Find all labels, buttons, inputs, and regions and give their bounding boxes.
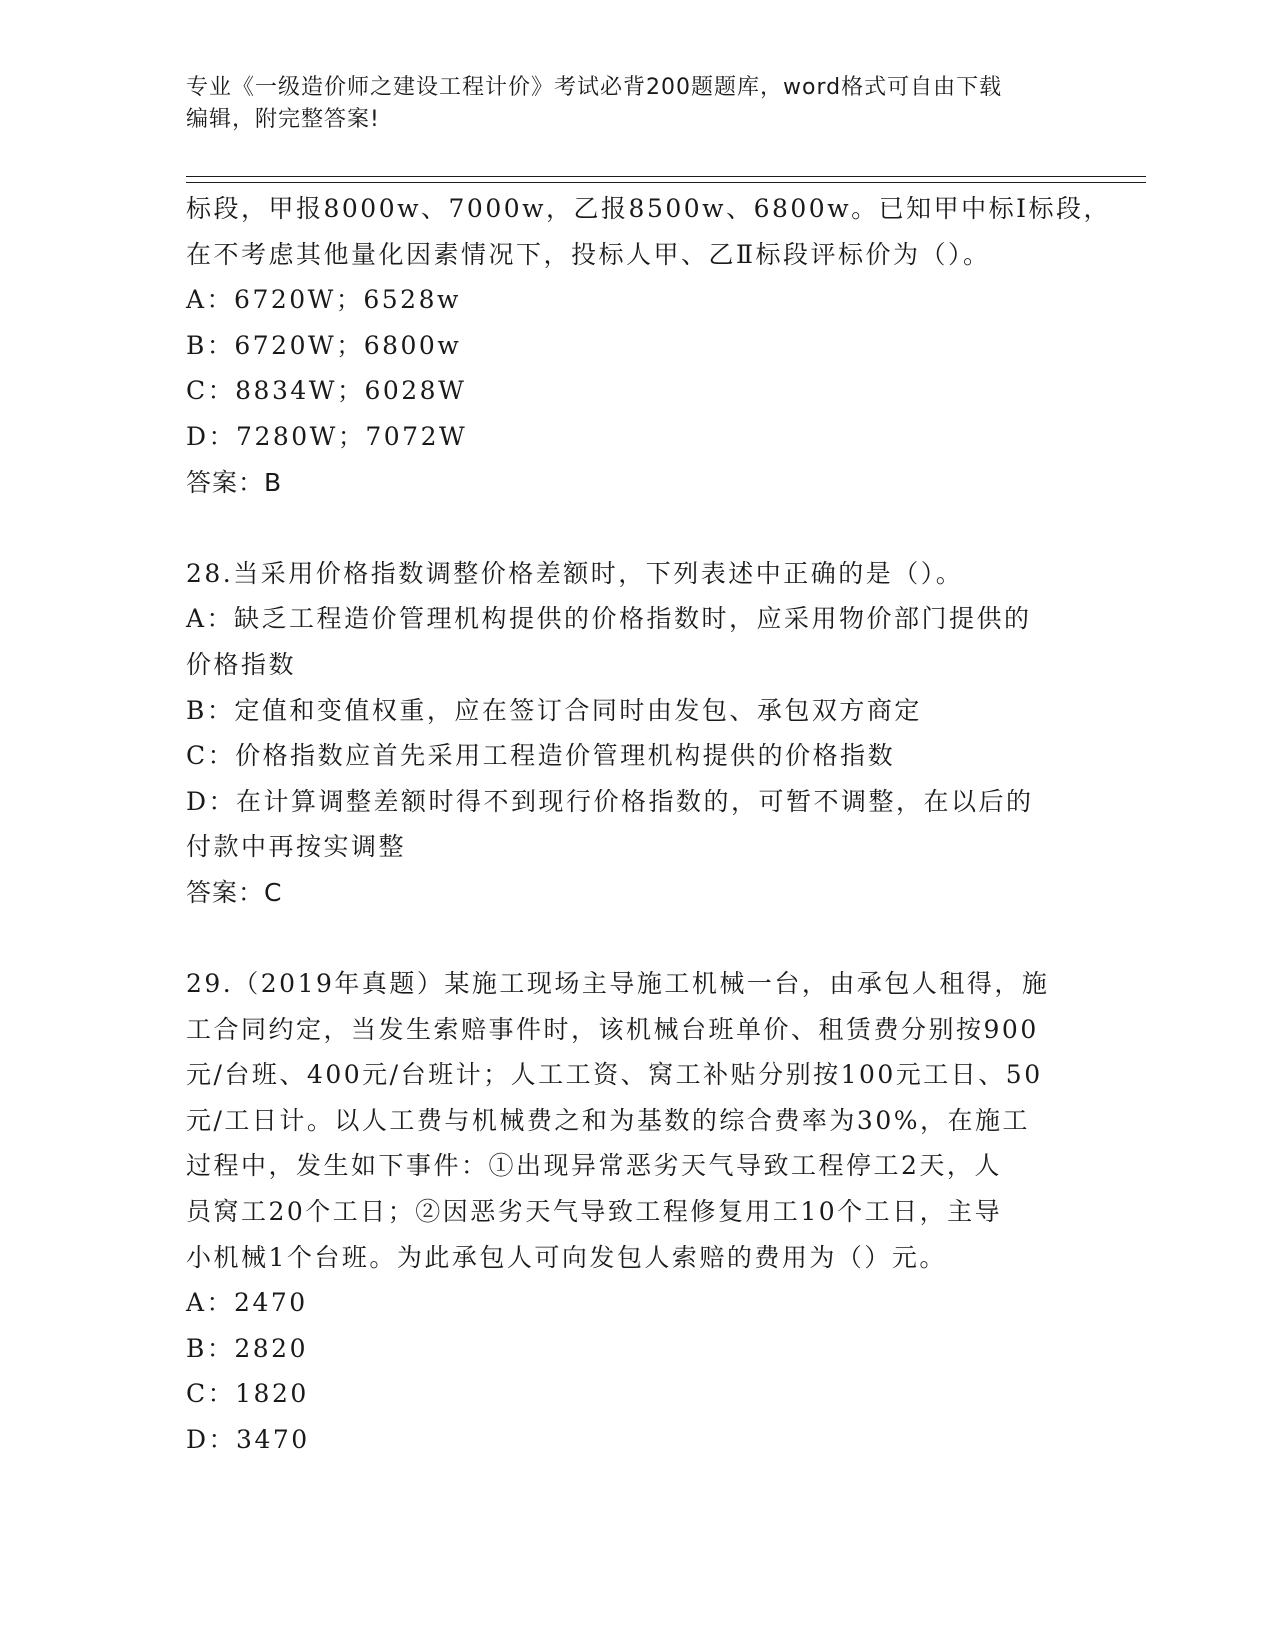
option-a: A：2470 bbox=[186, 1288, 308, 1318]
page-header bbox=[186, 72, 1086, 136]
question-stem-line: 工合同约定，当发生索赔事件时，该机械台班单价、租赁费分别按900 bbox=[186, 1014, 1039, 1044]
option-d: D：7280W；7072W bbox=[186, 421, 468, 451]
question-stem-line: 在不考虑其他量化因素情况下，投标人甲、乙Ⅱ标段评标价为（）。 bbox=[186, 239, 991, 269]
option-c: C：1820 bbox=[186, 1379, 309, 1409]
option-d: D：3470 bbox=[186, 1425, 310, 1455]
option-a-continued: 价格指数 bbox=[186, 649, 297, 679]
question-stem-line: 29.（2019年真题）某施工现场主导施工机械一台，由承包人租得，施 bbox=[186, 969, 1050, 999]
option-a: A：6720W；6528w bbox=[186, 285, 461, 315]
question-spacer bbox=[186, 916, 1086, 962]
option-b: B：定值和变值权重，应在签订合同时由发包、承包双方商定 bbox=[186, 695, 922, 725]
question-stem: 28.当采用价格指数调整价格差额时，下列表述中正确的是（）。 bbox=[186, 558, 964, 588]
answer-key: 答案：C bbox=[186, 877, 283, 907]
option-d: D：在计算调整差额时得不到现行价格指数的，可暂不调整，在以后的 bbox=[186, 786, 1034, 816]
question-stem-line: 过程中，发生如下事件：①出现异常恶劣天气导致工程停工2天，人 bbox=[186, 1151, 1002, 1181]
question-27 bbox=[186, 186, 1111, 505]
question-stem-line: 小机械1个台班。为此承包人可向发包人索赔的费用为（）元。 bbox=[186, 1242, 947, 1272]
option-c: C：8834W；6028W bbox=[186, 376, 467, 406]
option-b: B：6720W；6800w bbox=[186, 330, 462, 360]
header-divider-top bbox=[186, 176, 1146, 177]
question-spacer bbox=[186, 505, 1086, 551]
question-stem-line: 员窝工20个工日；②因恶劣天气导致工程修复用工10个工日，主导 bbox=[186, 1197, 1003, 1227]
option-a: A：缺乏工程造价管理机构提供的价格指数时，应采用物价部门提供的 bbox=[186, 604, 1032, 634]
question-content bbox=[186, 186, 1111, 1463]
option-c: C：价格指数应首先采用工程造价管理机构提供的价格指数 bbox=[186, 741, 896, 771]
question-29 bbox=[186, 961, 1086, 1463]
question-stem-line: 元/工日计。以人工费与机械费之和为基数的综合费率为30%，在施工 bbox=[186, 1105, 1030, 1135]
option-b: B：2820 bbox=[186, 1333, 308, 1363]
answer-key: 答案：B bbox=[186, 467, 283, 497]
question-stem-line: 标段，甲报8000w、7000w，乙报8500w、6800w。已知甲中标Ⅰ标段， bbox=[186, 194, 1111, 223]
header-divider-bottom bbox=[186, 182, 1146, 183]
header-title-line2: 编辑，附完整答案! bbox=[186, 107, 380, 132]
option-d-continued: 付款中再按实调整 bbox=[186, 832, 407, 862]
question-stem-line: 元/台班、400元/台班计；人工工资、窝工补贴分别按100元工日、50 bbox=[186, 1060, 1043, 1090]
header-title-line1: 专业《一级造价师之建设工程计价》考试必背200题题库，word格式可自由下载 bbox=[186, 75, 1003, 100]
question-28 bbox=[186, 551, 1086, 916]
